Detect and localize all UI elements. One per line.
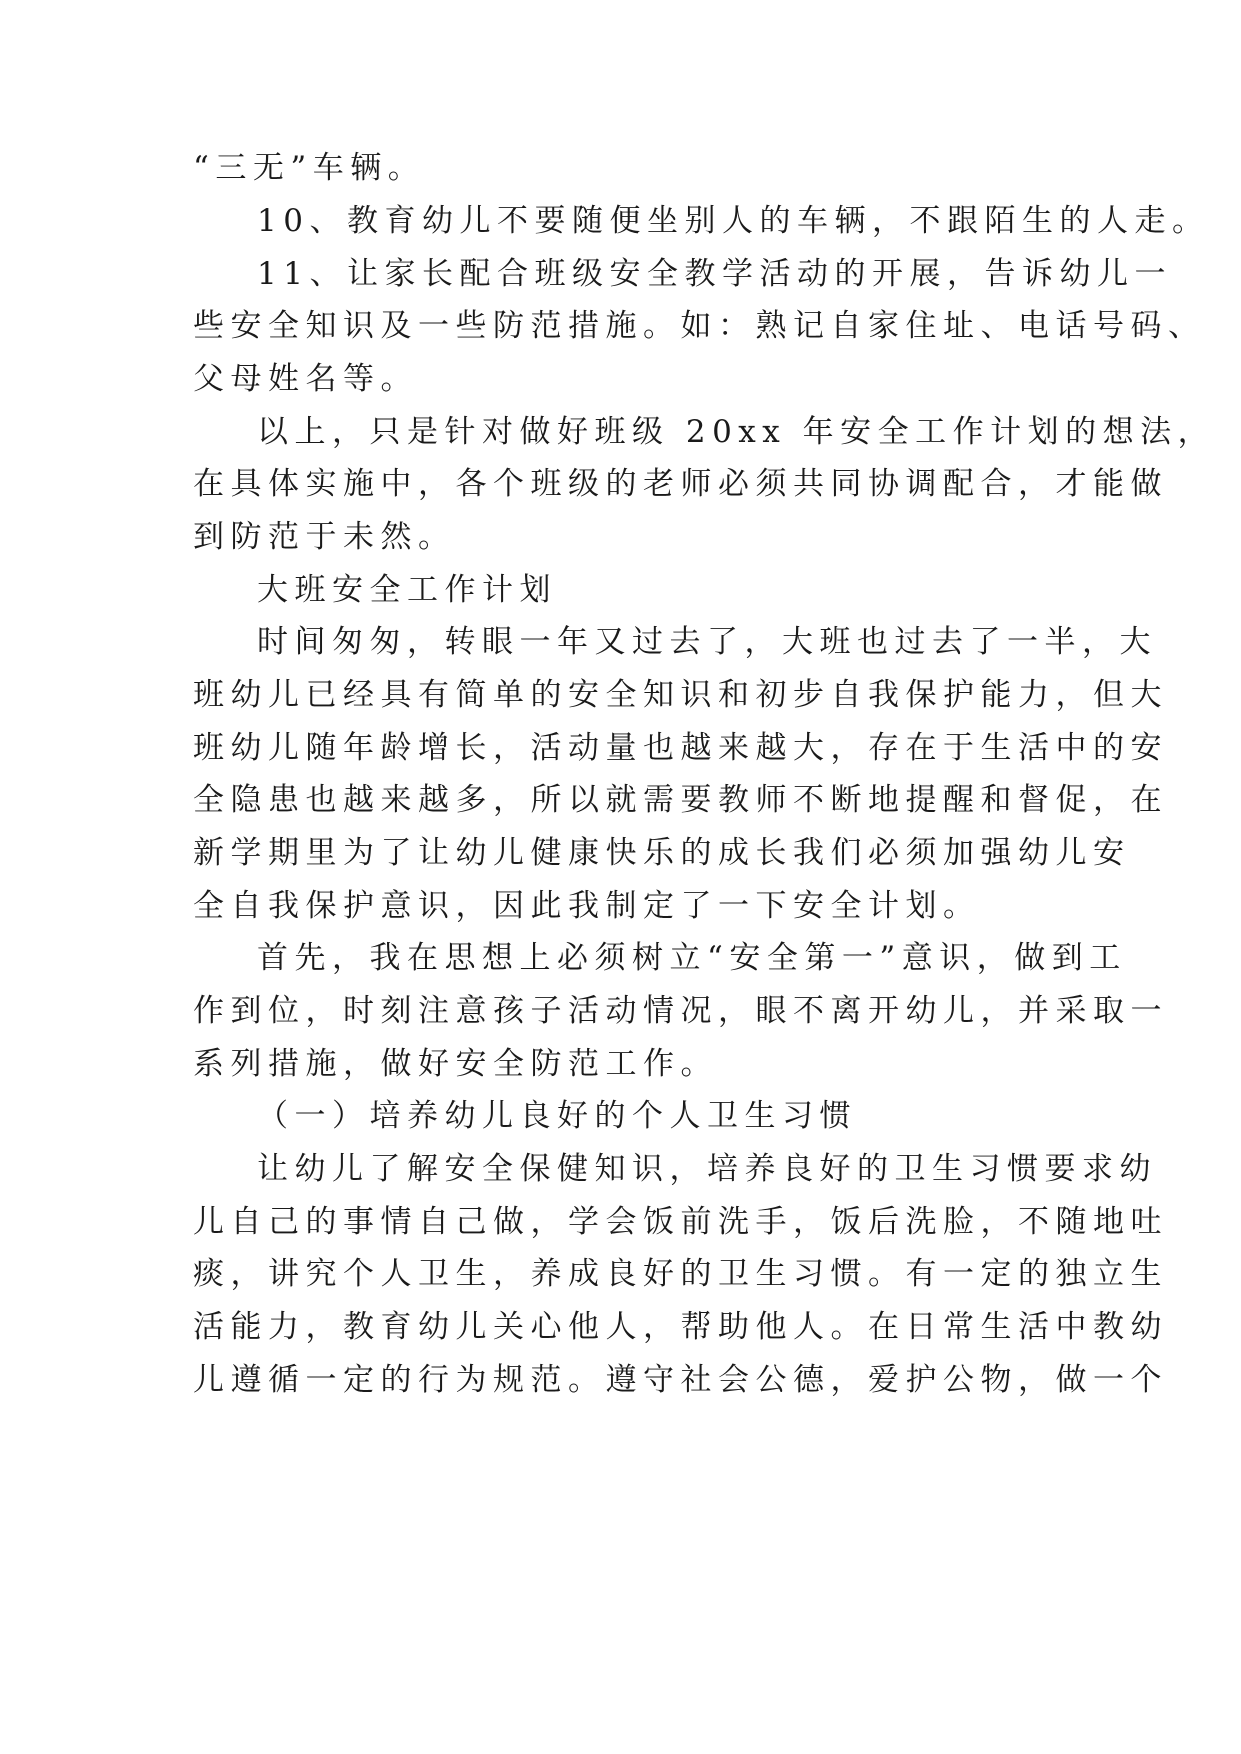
- text-line-3: 11、让家长配合班级安全教学活动的开展，告诉幼儿一: [257, 256, 1172, 292]
- text-line-12: 班幼儿随年龄增长，活动量也越来越大，存在于生活中的安: [193, 730, 1168, 766]
- subsection-heading: （一）培养幼儿良好的个人卫生习惯: [257, 1098, 857, 1134]
- text-line-17: 作到位，时刻注意孩子活动情况，眼不离开幼儿，并采取一: [193, 993, 1168, 1029]
- text-line-16: 首先，我在思想上必须树立“安全第一”意识，做到工: [257, 940, 1127, 976]
- text-line-5: 父母姓名等。: [193, 361, 418, 397]
- text-line-10: 时间匆匆，转眼一年又过去了，大班也过去了一半，大: [257, 624, 1157, 660]
- text-line-20: 让幼儿了解安全保健知识，培养良好的卫生习惯要求幼: [257, 1151, 1157, 1187]
- text-line-15: 全自我保护意识，因此我制定了一下安全计划。: [193, 888, 981, 924]
- text-line-8: 到防范于未然。: [193, 519, 456, 555]
- text-line-23: 活能力，教育幼儿关心他人，帮助他人。在日常生活中教幼: [193, 1309, 1168, 1345]
- text-line-7: 在具体实施中，各个班级的老师必须共同协调配合，才能做: [193, 466, 1168, 502]
- text-line-18: 系列措施，做好安全防范工作。: [193, 1046, 718, 1082]
- text-line-11: 班幼儿已经具有简单的安全知识和初步自我保护能力，但大: [193, 677, 1168, 713]
- text-line-2: 10、教育幼儿不要随便坐别人的车辆，不跟陌生的人走。: [257, 203, 1210, 239]
- text-line-21: 儿自己的事情自己做，学会饭前洗手，饭后洗脸，不随地吐: [193, 1204, 1168, 1240]
- text-line-13: 全隐患也越来越多，所以就需要教师不断地提醒和督促，在: [193, 782, 1168, 818]
- text-line-4: 些安全知识及一些防范措施。如：熟记自家住址、电话号码、: [193, 308, 1206, 344]
- text-line-14: 新学期里为了让幼儿健康快乐的成长我们必须加强幼儿安: [193, 835, 1131, 871]
- text-line-24: 儿遵循一定的行为规范。遵守社会公德，爱护公物，做一个: [193, 1362, 1168, 1398]
- text-line-1: “三无”车辆。: [193, 150, 426, 186]
- text-line-6: 以上，只是针对做好班级 20xx 年安全工作计划的想法，: [257, 414, 1216, 450]
- text-line-22: 痰，讲究个人卫生，养成良好的卫生习惯。有一定的独立生: [193, 1256, 1168, 1292]
- section-heading: 大班安全工作计划: [257, 572, 557, 608]
